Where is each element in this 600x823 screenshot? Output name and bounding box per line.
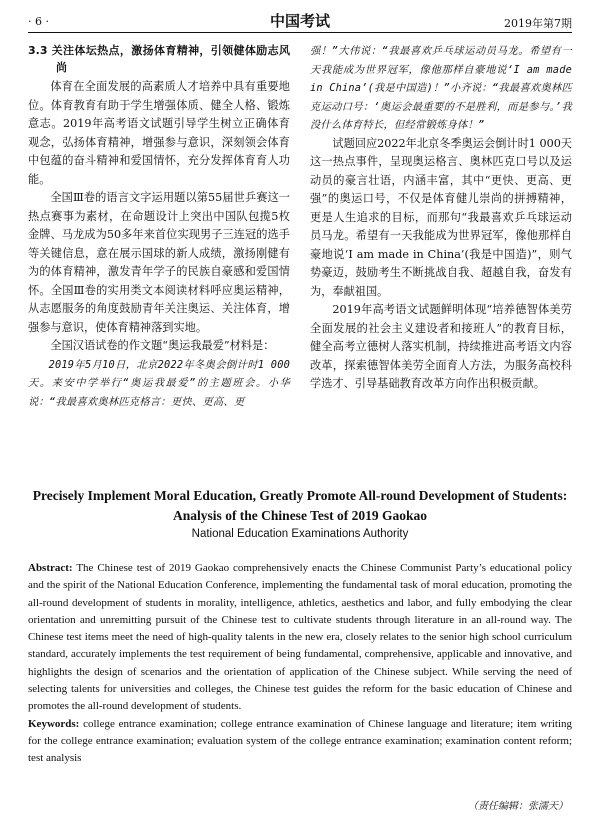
page-header [28,10,572,32]
keywords-paragraph [28,716,572,768]
responsible-editor: （责任编辑：张濡天） [468,801,568,812]
right-column [310,42,572,394]
abstract-text: The Chinese test of 2019 Gaokao comprehensively enacts the Chinese Communist Party’s educational policy and the spirit of the National Education Conference, implementing the fundamental task of moral education, promoting the all-round development of students in morality, intelligence, athletics, aesthetics and labor, and fully embodying the clear orientation and unremitting pursuit of the Chinese test to cultivate students through literature in an all-round way. The Chinese test items meet the need of high-quality talents in the new era, closely relates to the senior high school curriculum standard, accurately implements the test requirement of being fundamental, comprehensive, applicable and innovative, and highlights the design of scenarios and the orientation of application of the Chinese subject. While serving the need of selecting talents for universities and colleges, the Chinese test guides the reform for the basic education of Chinese and promotes the all-round development of students. [28,562,572,713]
page-number: · 6 · [28,15,49,28]
paragraph: 全国汉语试卷的作文题“奥运我最爱”材料是： [50,339,275,352]
keywords-text: college entrance examination; college entrance examination of Chinese language and literature; item writing for the college entrance examination; evaluation system of the college entrance examination; examination content reform; test analysis [28,717,573,765]
left-column [28,42,290,411]
issue-label: 2019年第7期 [504,17,572,30]
paragraph: 体育在全面发展的高素质人才培养中具有重要地位。体育教育有助于学生增强体质、健全人格、锻炼意志。2019年高考语文试题引导学生树立正确体育观念，弘扬体育精神，增强参与意识，深刻领会体育中包蕴的奋斗精神和爱国情怀，充分发挥体育育人功能。 [28,80,290,186]
section-title: 3.3 关注体坛热点，激扬体育精神，引领健体励志风尚 [28,44,290,74]
paragraph: 试题回应2022年北京冬季奥运会倒计时1 000天这一热点事件，呈现奥运格言、奥林匹克口号以及运动员的豪言壮语，内涵丰富，其中“更快、更高、更强”的奥运口号，不仅是体育健儿崇尚的拼搏精神，更是人生追求的目标，而那句“我最喜欢乒乓球运动员马龙。希望有一天我能成为世界冠军，像他那样自豪地说‘I am made in China’(我是中国造)”，则气势豪迈，鼓励考生不断挑战自我、超越自我，奋发有为，奉献祖国。 [310,136,572,298]
header-divider [28,32,572,33]
paragraph: 全国Ⅲ卷的语言文字运用题以第55届世乒赛这一热点赛事为素材，在命题设计上突出中国队包揽5枚金牌、马龙成为50多年来首位实现男子三连冠的选手等关键信息，意在展示国球的新人成绩，激扬刚健有为的体育精神，激发青年学子的民族自豪感和爱国情怀。全国Ⅲ卷的实用类文本阅读材料呼应奥运精神，从志愿服务的角度鼓励青年关注奥运、关注体育，增强参与意识，使体育精神落到实地。 [28,191,290,334]
paragraph: 2019年高考语文试题鲜明体现“培养德智体美劳全面发展的社会主义建设者和接班人”的教育目标，健全高考立德树人落实机制，持续推进高考语文内容改革，探索德智体美劳全面育人方法，为服务高校科学选才、引导基础教育改革方向作出积极贡献。 [310,303,572,390]
english-title: Precisely Implement Moral Education, Greatly Promote All-round Development of Students: Analysis of the Chinese Test of 2019 Gaokao [32,488,568,523]
abstract-paragraph [28,560,572,716]
english-authority: National Education Examinations Authority [191,528,409,540]
keywords-label: Keywords: [28,717,80,730]
abstract-label: Abstract: [28,562,73,574]
quoted-material-continued: 强！”大伟说：“我最喜欢乒乓球运动员马龙。希望有一天我能成为世界冠军，像他那样自豪地说‘I am made in China’(我是中国造)！”小齐说：“我最喜欢奥林匹克运动口号：‘奥运会最重要的不是胜利，而是参与。’我没什么体育特长，但经常锻炼身体！” [310,45,572,131]
journal-masthead: 中国考试 [269,12,330,30]
quoted-material: 2019年5月10日，北京2022年冬奥会倒计时1 000天。来安中学举行“奥运我最爱”的主题班会。小华说：“我最喜欢奥林匹克格言：更快、更高、更 [28,358,290,408]
english-abstract [28,560,572,768]
